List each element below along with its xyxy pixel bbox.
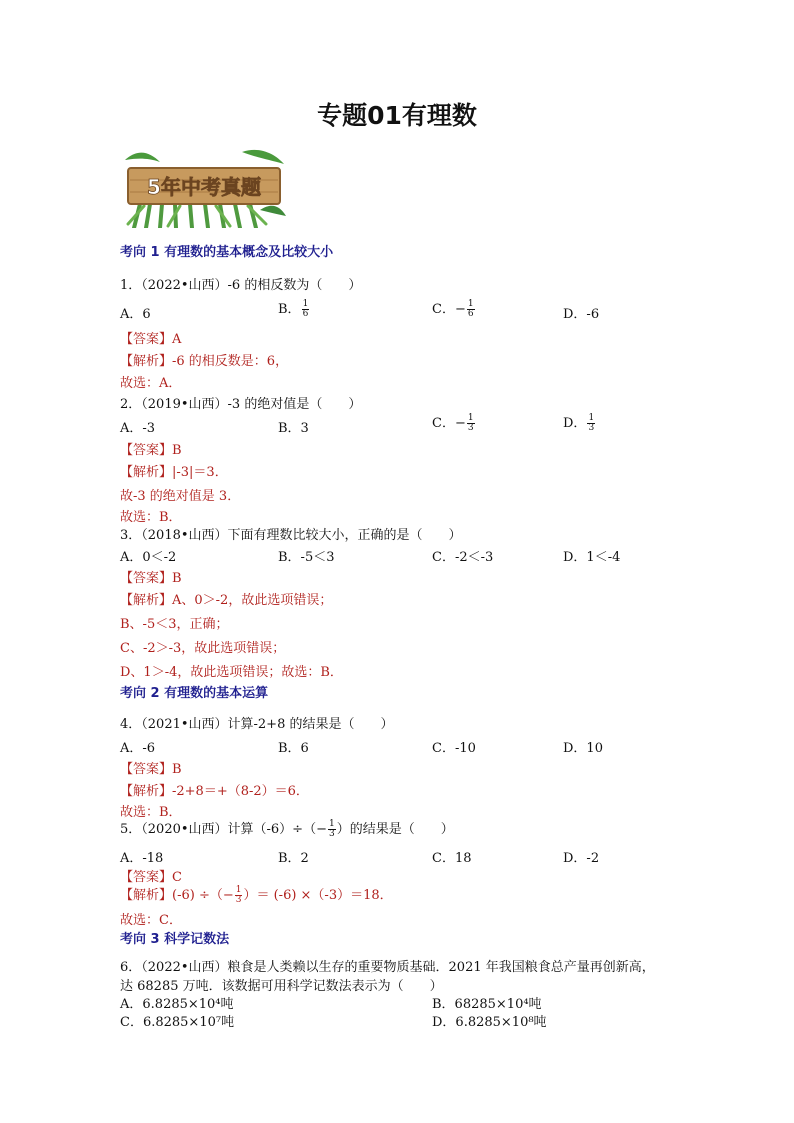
q2-answer: 【答案】B <box>120 443 182 458</box>
page-title: 专题01有理数 <box>317 101 477 130</box>
q2-choose: 故选：B． <box>120 510 182 525</box>
section-heading-2: 考向 2 有理数的基本运算 <box>120 686 269 701</box>
q4-option-c: C．-10 <box>432 741 476 756</box>
q2-option-b: B．3 <box>278 421 309 436</box>
section-heading-1: 考向 1 有理数的基本概念及比较大小 <box>120 245 334 260</box>
q1-option-c: C．− $\frac{1}{6}$ <box>432 299 474 319</box>
q6-option-d: D．6.8285×10⁸吨 <box>432 1015 547 1030</box>
q4-choose: 故选：B． <box>120 805 182 820</box>
q4-option-b: B．6 <box>278 741 309 756</box>
q4-option-d: D．10 <box>563 741 603 756</box>
q4-answer: 【答案】B <box>120 762 182 777</box>
q6-option-b: B．68285×10⁴吨 <box>432 997 542 1012</box>
q2-option-d: D． $\frac{1}{3}$ <box>563 413 595 433</box>
q5-option-c: C．18 <box>432 851 472 866</box>
q3-option-d: D．1＜-4 <box>563 550 621 565</box>
q5-option-a: A．-18 <box>120 851 164 866</box>
q1-choose: 故选：A． <box>120 376 182 391</box>
q3-answer: 【答案】B <box>120 571 182 586</box>
q5-analysis: 【解析】(-6) ÷（− $\frac{1}{3}$ ）＝ (-6) ×（-3）＝18． <box>120 885 393 905</box>
q1-answer: 【答案】A <box>120 332 182 347</box>
q2-analysis: 【解析】|-3|＝3． <box>120 465 228 480</box>
question-6-stem-line1: 6．（2022•山西）粮食是人类赖以生存的重要物质基础．2021 年我国粮食总产量再创新高， <box>120 960 655 975</box>
q2-option-c: C．− $\frac{1}{3}$ <box>432 413 474 433</box>
q3-analysis-b: B、-5＜3，正确； <box>120 617 229 632</box>
question-5-stem: 5．（2020•山西）计算（-6）÷（− $\frac{1}{3}$ ）的结果是（ ） <box>120 819 454 839</box>
question-3-stem: 3．（2018•山西）下面有理数比较大小，正确的是（ ） <box>120 528 462 543</box>
q5-choose: 故选：C． <box>120 913 182 928</box>
q1-analysis: 【解析】-6 的相反数是：6， <box>120 354 289 369</box>
q5-option-d: D．-2 <box>563 851 600 866</box>
banner-text: 5年中考真题 <box>147 175 261 199</box>
q6-option-a: A．6.8285×10⁴吨 <box>120 997 234 1012</box>
q4-option-a: A．-6 <box>120 741 156 756</box>
q3-option-b: B．-5＜3 <box>278 550 335 565</box>
banner-5-year-exam <box>120 146 286 228</box>
q5-answer: 【答案】C <box>120 870 182 885</box>
q5-option-b: B．2 <box>278 851 309 866</box>
question-4-stem: 4．（2021•山西）计算-2+8 的结果是（ ） <box>120 717 394 732</box>
q3-analysis-a: 【解析】A、0＞-2，故此选项错误； <box>120 593 333 608</box>
q1-option-a: A．6 <box>120 307 151 322</box>
q3-analysis-c: C、-2＞-3，故此选项错误； <box>120 641 286 656</box>
q1-option-d: D．-6 <box>563 307 600 322</box>
q6-option-c: C．6.8285×10⁷吨 <box>120 1015 235 1030</box>
q1-option-b: B． $\frac{1}{6}$ <box>278 299 309 319</box>
q3-option-c: C．-2＜-3 <box>432 550 494 565</box>
q3-analysis-d: D、1＞-4，故此选项错误；故选：B． <box>120 665 343 680</box>
q3-option-a: A．0＜-2 <box>120 550 177 565</box>
q2-explanation: 故-3 的绝对值是 3． <box>120 489 241 504</box>
question-1-stem: 1．（2022•山西）-6 的相反数为（ ） <box>120 278 362 293</box>
q2-option-a: A．-3 <box>120 421 156 436</box>
q4-analysis: 【解析】-2+8＝+（8-2）＝6． <box>120 784 309 799</box>
question-6-stem-line2: 达 68285 万吨．该数据可用科学记数法表示为（ ） <box>120 979 443 994</box>
question-2-stem: 2．（2019•山西）-3 的绝对值是（ ） <box>120 397 362 412</box>
section-heading-3: 考向 3 科学记数法 <box>120 932 230 947</box>
